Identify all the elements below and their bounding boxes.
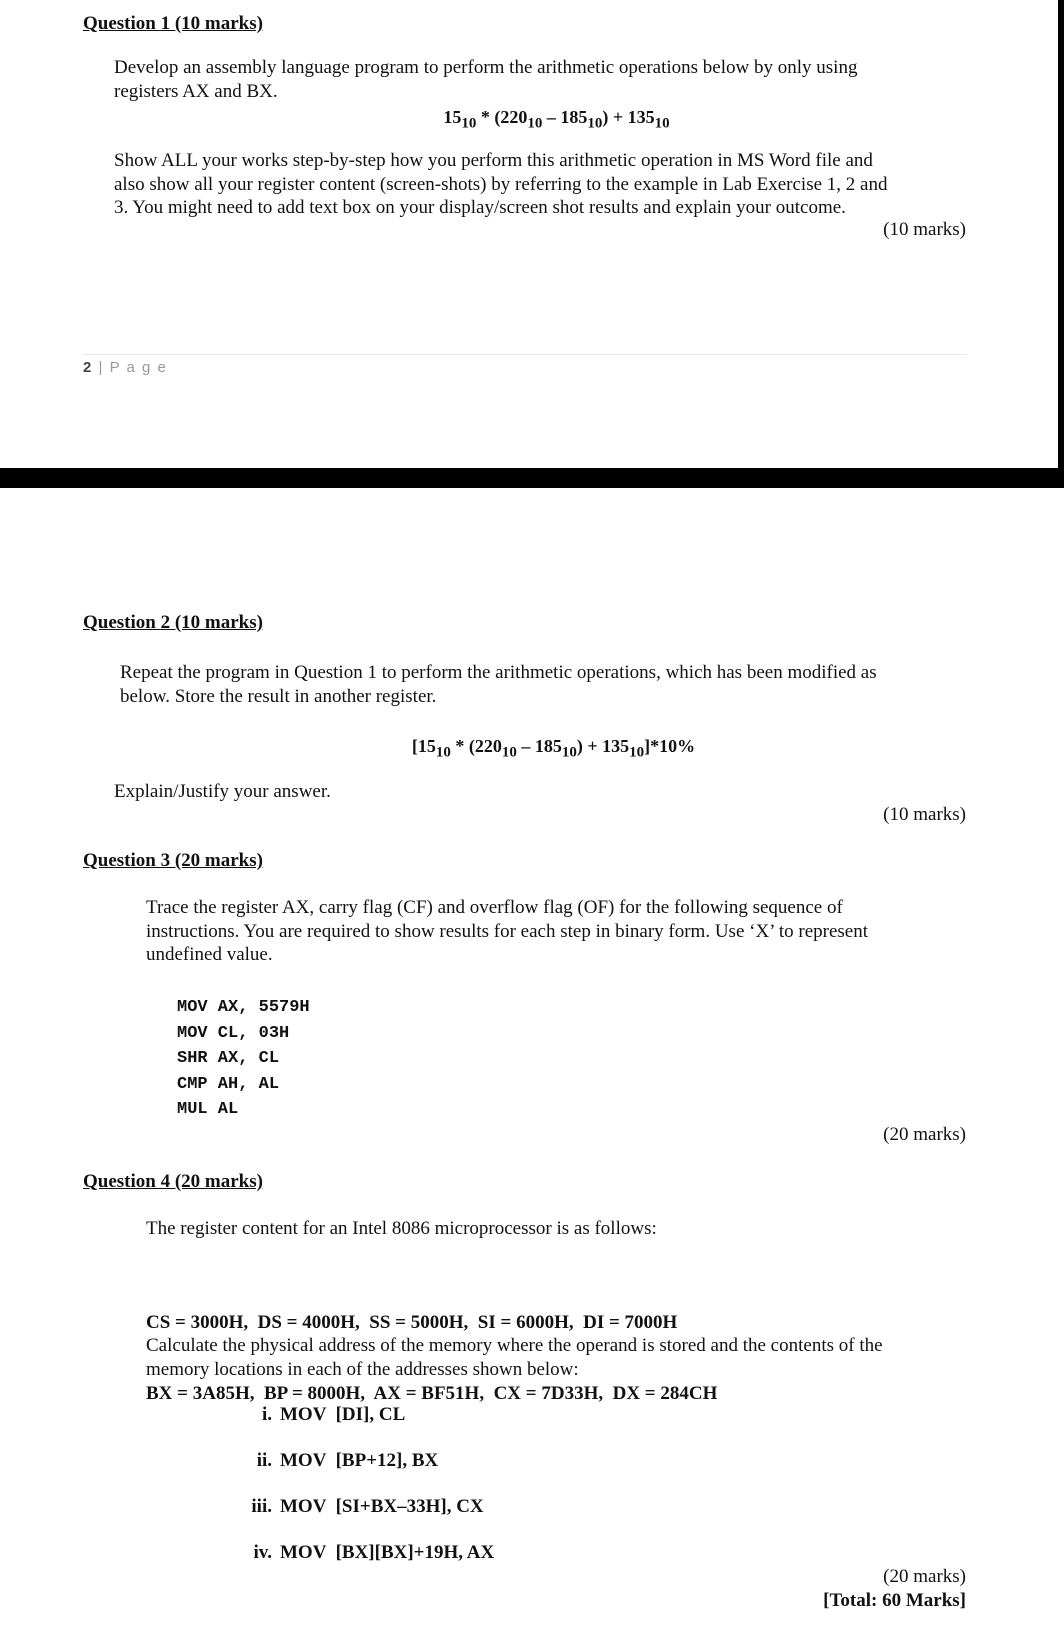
footer-divider xyxy=(83,354,967,355)
item-num: i. xyxy=(261,1404,272,1425)
total-marks: [Total: 60 Marks] xyxy=(823,1590,966,1611)
registers-line2: BX = 3A85H, BP = 8000H, AX = BF51H, CX = 7D33H, DX = 284CH xyxy=(146,1382,718,1404)
q1-body-line2: also show all your register content (screen-shots) by referring to the example in Lab Exercise 1, 2 and xyxy=(114,173,888,195)
q1-body xyxy=(114,149,966,220)
q1-intro-line2: registers AX and BX. xyxy=(114,80,278,102)
q1-intro xyxy=(114,56,966,103)
list-item xyxy=(230,1403,494,1449)
calc-line1: Calculate the physical address of the memory where the operand is stored and the contents of the xyxy=(146,1335,883,1356)
page-label: P a g e xyxy=(109,359,168,376)
code-line: CMP AH, AL xyxy=(177,1074,280,1094)
page-footer: 2 | P a g e xyxy=(83,359,168,376)
q2-marks: (10 marks) xyxy=(883,804,966,825)
item-text: MOV [DI], CL xyxy=(280,1404,406,1425)
q4-calc xyxy=(146,1334,966,1381)
item-text: MOV [SI+BX–33H], CX xyxy=(280,1496,484,1517)
q2-explain: Explain/Justify your answer. xyxy=(114,781,331,802)
q3-intro xyxy=(146,896,966,967)
q1-body-line3: 3. You might need to add text box on your display/screen shot results and explain your outcome. xyxy=(114,197,846,218)
code-line: SHR AX, CL xyxy=(177,1049,280,1068)
item-num: iv. xyxy=(253,1542,272,1563)
item-text: MOV [BP+12], BX xyxy=(280,1450,439,1471)
q1-intro-line1: Develop an assembly language program to perform the arithmetic operations below by only using xyxy=(114,57,858,78)
q1-marks: (10 marks) xyxy=(883,219,966,240)
item-text: MOV [BX][BX]+19H, AX xyxy=(280,1542,495,1563)
code-line: MOV CL, 03H xyxy=(177,1023,290,1043)
q3-marks: (20 marks) xyxy=(883,1124,966,1145)
q4-heading: Question 4 (20 marks) xyxy=(83,1171,263,1192)
q2-heading: Question 2 (10 marks) xyxy=(83,612,263,633)
q2-line1: Repeat the program in Question 1 to perform the arithmetic operations, which has been modified as xyxy=(120,662,877,683)
calc-line2: memory locations in each of the addresses shown below: xyxy=(146,1358,579,1380)
q3-heading: Question 3 (20 marks) xyxy=(83,850,263,871)
page-number: 2 xyxy=(83,359,93,376)
q3-code-block xyxy=(177,995,310,1123)
item-num: iii. xyxy=(251,1496,272,1517)
q1-heading: Question 1 (10 marks) xyxy=(83,13,263,34)
q3-line3: undefined value. xyxy=(146,944,273,965)
q4-items xyxy=(230,1403,494,1587)
q3-line1: Trace the register AX, carry flag (CF) and overflow flag (OF) for the following sequence of xyxy=(146,897,843,918)
page-gap xyxy=(0,468,1064,488)
list-item xyxy=(230,1495,494,1541)
item-num: ii. xyxy=(256,1450,272,1471)
q3-line2: instructions. You are required to show results for each step in binary form. Use ‘X’ to represent xyxy=(146,920,868,942)
code-line: MOV AX, 5579H xyxy=(177,998,310,1017)
q1-body-line1: Show ALL your works step-by-step how you perform this arithmetic operation in MS Word file and xyxy=(114,150,873,171)
q1-expression: $15_{10} * (220_{10} - 185_{10}) + 135_{10}$ xyxy=(443,107,670,132)
q4-marks: (20 marks) xyxy=(883,1566,966,1587)
page-edge xyxy=(1058,0,1064,470)
q2-expression: $[15_{10} * (220_{10} - 185_{10}) + 135_{10}]*10\%$ xyxy=(411,736,696,761)
list-item xyxy=(230,1541,494,1587)
list-item xyxy=(230,1449,494,1495)
code-line: MUL AL xyxy=(177,1100,239,1119)
registers-line1: CS = 3000H, DS = 4000H, SS = 5000H, SI = 6000H, DI = 7000H xyxy=(146,1312,678,1333)
q2-intro xyxy=(120,661,966,708)
q2-line2: below. Store the result in another register. xyxy=(120,685,437,707)
q4-intro: The register content for an Intel 8086 microprocessor is as follows: xyxy=(146,1218,657,1239)
